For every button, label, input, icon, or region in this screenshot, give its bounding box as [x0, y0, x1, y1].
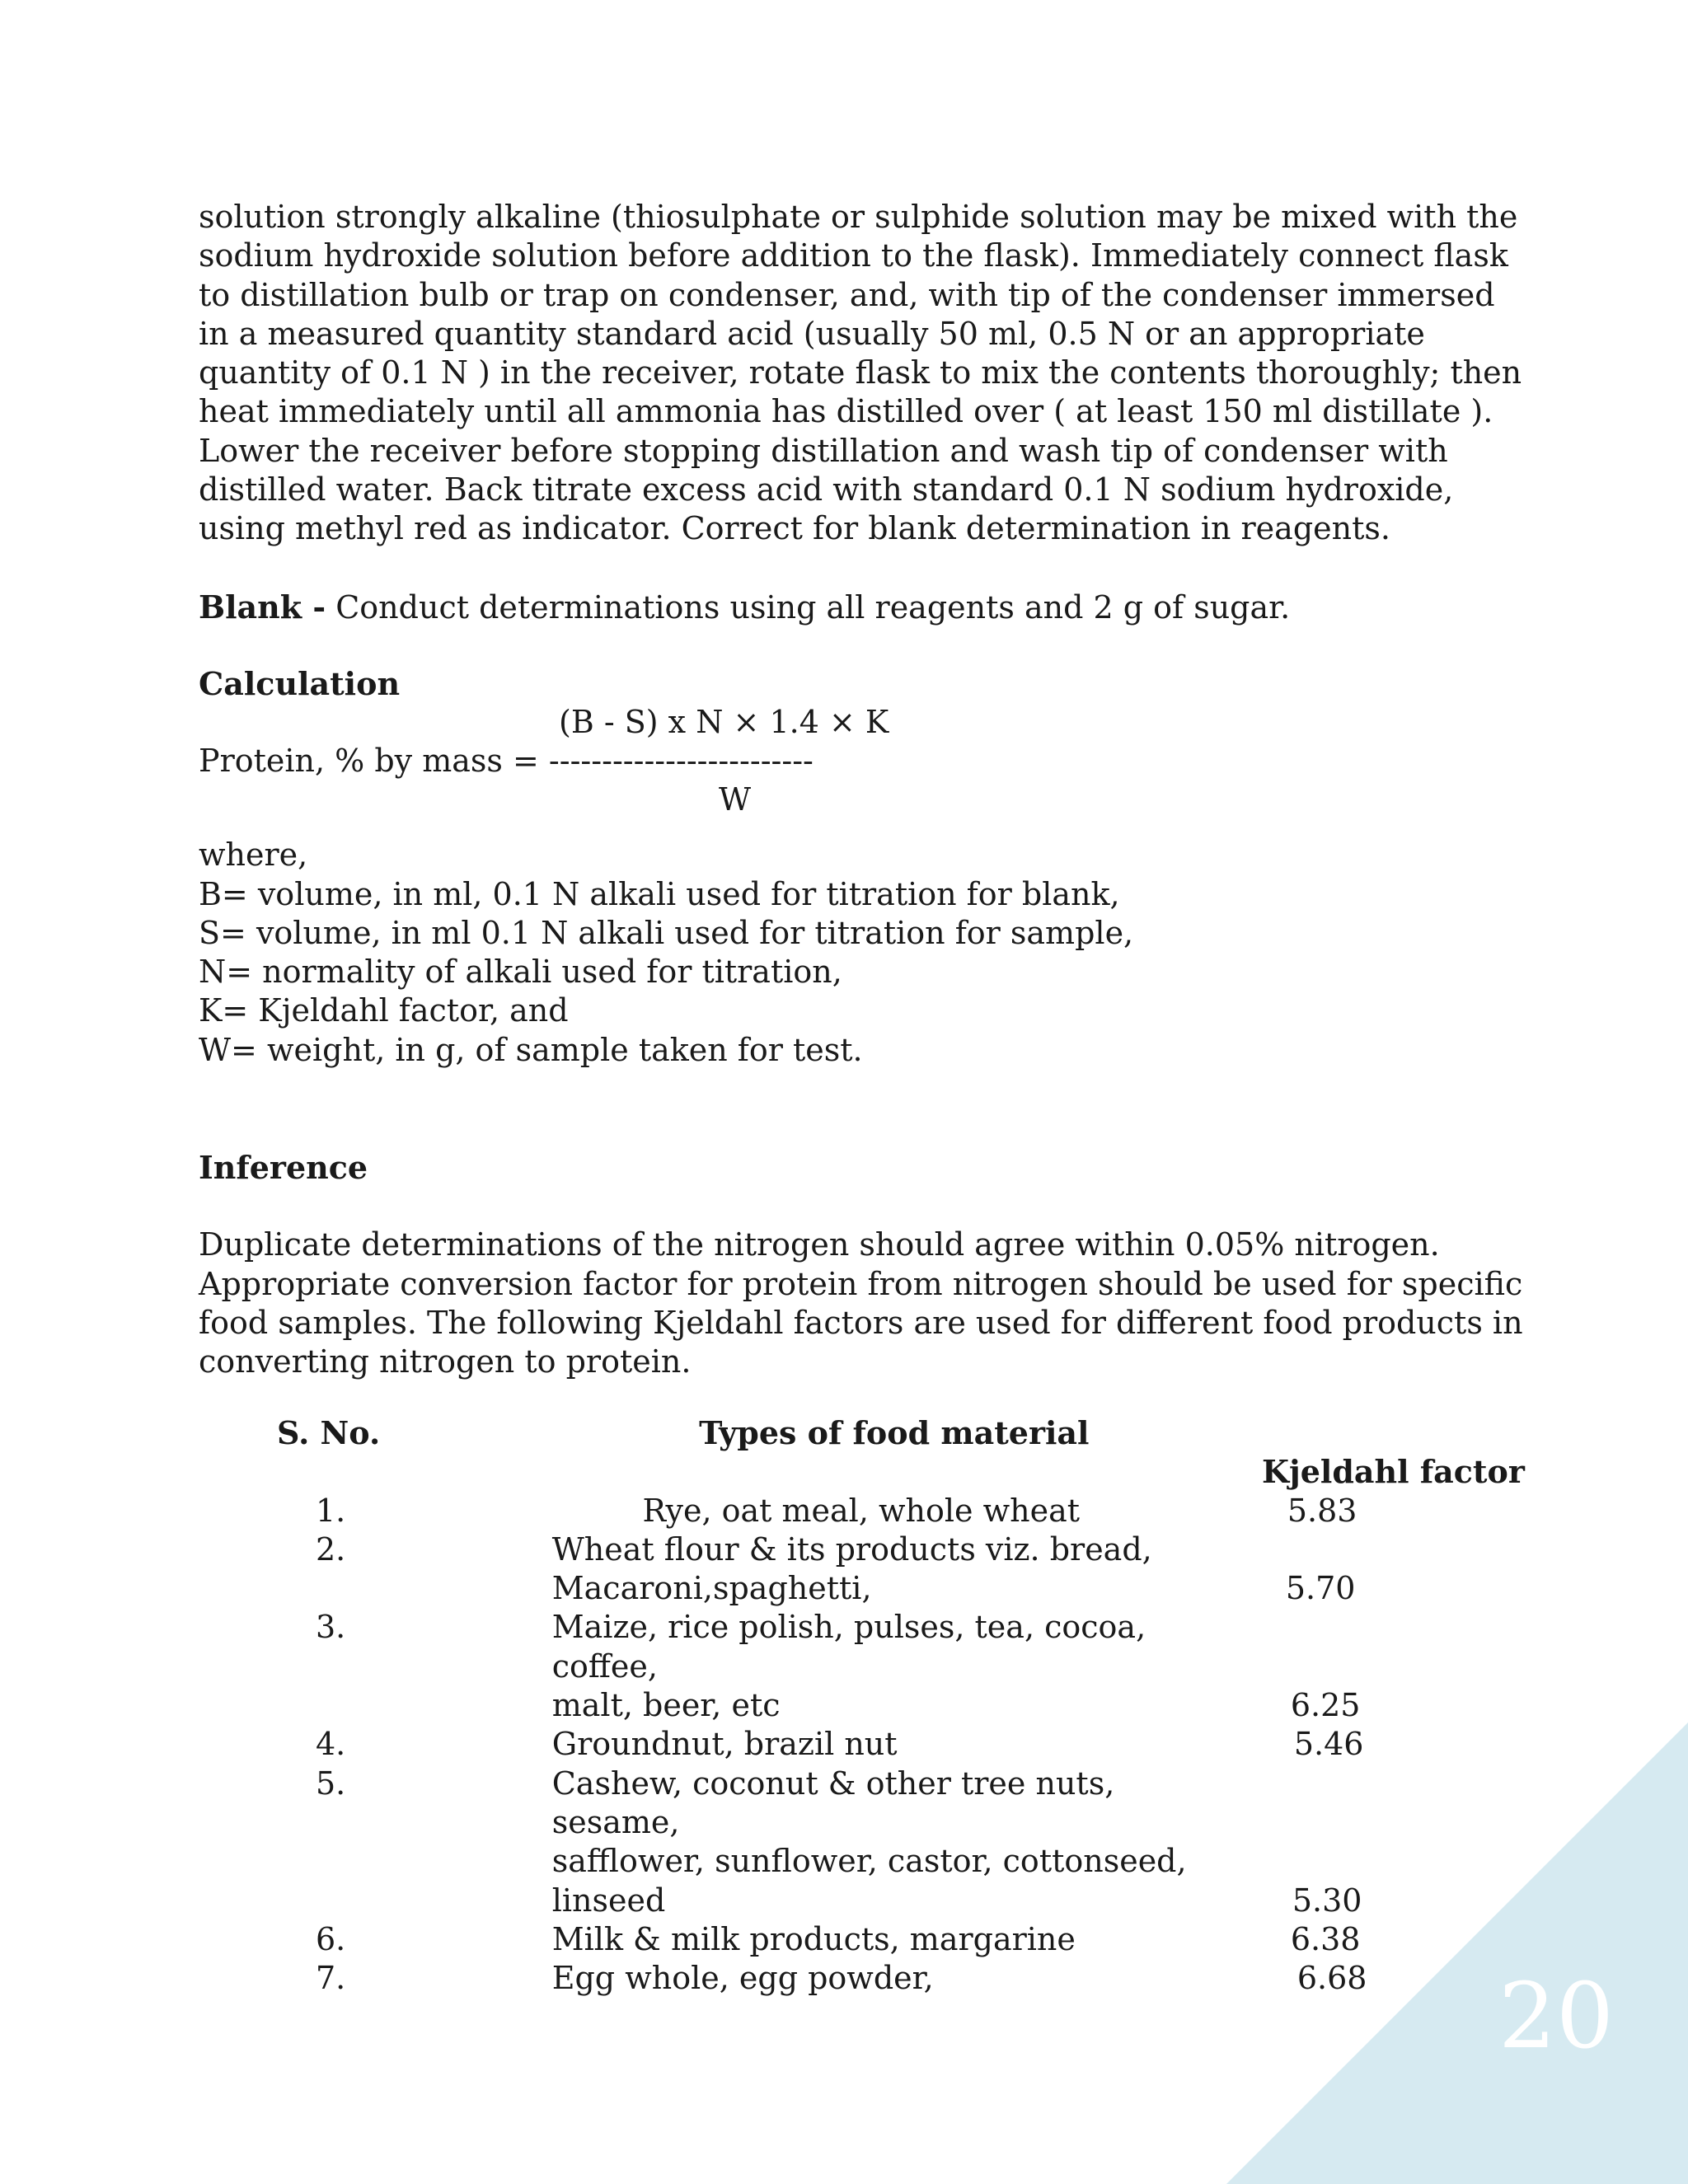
food-line: Wheat flour & its products viz. bread, [551, 1530, 1152, 1568]
row-factor: 5.83 [1287, 1492, 1357, 1529]
row-factor: 6.25 [1290, 1687, 1361, 1724]
procedure-line: distilled water. Back titrate excess acid with standard 0.1 N sodium hydroxide, [199, 471, 1454, 509]
inference-heading: Inference [199, 1149, 368, 1187]
row-food-type [552, 1959, 1236, 1998]
row-food-type [552, 1920, 1236, 1959]
food-line: malt, beer, etc [551, 1687, 781, 1724]
row-sno: 2. [316, 1530, 346, 1568]
table-row [199, 1608, 1550, 1725]
row-sno: 7. [316, 1960, 346, 1997]
calculation-heading: Calculation [199, 664, 401, 702]
blank-label: Blank - [199, 588, 326, 626]
corner-decoration [1226, 1722, 1688, 2184]
table-header-row [199, 1413, 1550, 1492]
row-factor: 5.30 [1292, 1882, 1362, 1919]
inference-paragraph [199, 1226, 1550, 1381]
header-food-type: Types of food material [699, 1413, 1090, 1451]
procedure-line: solution strongly alkaline (thiosulphate or sulphide solution may be mixed with the [199, 199, 1518, 235]
definition-item: K= Kjeldahl factor, and [199, 992, 569, 1029]
formula-lhs: Protein, % by mass = ------------------------- [199, 743, 814, 780]
food-line: safflower, sunflower, castor, cottonseed, linseed [551, 1843, 1187, 1919]
where-intro: where, [199, 837, 308, 874]
blank-paragraph [199, 588, 1550, 627]
inference-line: Appropriate conversion factor for protein from nitrogen should be used for specific [199, 1265, 1523, 1302]
procedure-line: to distillation bulb or trap on condenser, and, with tip of the condenser immersed [199, 276, 1495, 313]
table-row [199, 1530, 1550, 1609]
food-line: Rye, oat meal, whole wheat [642, 1492, 1080, 1529]
food-line: Egg whole, egg powder, [551, 1960, 934, 1997]
definition-item: S= volume, in ml 0.1 N alkali used for titration for sample, [199, 914, 1134, 951]
row-factor: 6.38 [1290, 1920, 1361, 1957]
table-row [199, 1492, 1550, 1530]
row-food-type [552, 1608, 1236, 1725]
blank-text: Conduct determinations using all reagents and 2 g of sugar. [326, 588, 1291, 626]
procedure-paragraph [199, 198, 1550, 549]
formula-denominator: W [719, 781, 752, 818]
definition-item: W= weight, in g, of sample taken for test. [199, 1031, 863, 1068]
food-line: Milk & milk products, margarine [551, 1920, 1076, 1957]
inference-line: food samples. The following Kjeldahl factors are used for different food products in [199, 1304, 1523, 1341]
variable-definitions [199, 836, 1550, 1070]
protein-formula [199, 703, 1550, 820]
row-sno: 5. [316, 1765, 346, 1802]
procedure-line: using methyl red as indicator. Correct for blank determination in reagents. [199, 510, 1390, 547]
row-sno: 6. [316, 1920, 346, 1957]
procedure-line: heat immediately until all ammonia has distilled over ( at least 150 ml distillate ). [199, 393, 1493, 430]
row-sno: 4. [316, 1726, 346, 1763]
food-line: Groundnut, brazil nut [551, 1726, 898, 1763]
food-line: Macaroni,spaghetti, [551, 1570, 872, 1607]
procedure-line: sodium hydroxide solution before addition to the flask). Immediately connect flask [199, 237, 1508, 274]
header-sno: S. No. [277, 1413, 381, 1451]
food-line: Maize, rice polish, pulses, tea, cocoa, coffee, [551, 1609, 1146, 1685]
inference-line: Duplicate determinations of the nitrogen should agree within 0.05% nitrogen. [199, 1226, 1440, 1263]
row-food-type [552, 1725, 1236, 1764]
procedure-line: in a measured quantity standard acid (usually 50 ml, 0.5 N or an appropriate [199, 315, 1425, 352]
procedure-line: Lower the receiver before stopping distillation and wash tip of condenser with [199, 432, 1448, 469]
row-factor: 5.70 [1285, 1570, 1356, 1607]
row-factor: 6.68 [1296, 1960, 1367, 1997]
definition-item: B= volume, in ml, 0.1 N alkali used for titration for blank, [199, 875, 1120, 912]
formula-numerator: (B - S) x N × 1.4 × K [559, 704, 889, 741]
procedure-line: quantity of 0.1 N ) in the receiver, rotate flask to mix the contents thoroughly; then [199, 354, 1522, 391]
row-food-type [552, 1765, 1236, 1920]
page-number: 20 [1498, 1963, 1614, 2069]
header-factor: Kjeldahl factor [1261, 1453, 1525, 1491]
definition-item: N= normality of alkali used for titration, [199, 954, 842, 991]
row-factor: 5.46 [1293, 1726, 1364, 1763]
food-line: Cashew, coconut & other tree nuts, sesame, [551, 1765, 1115, 1840]
inference-line: converting nitrogen to protein. [199, 1343, 692, 1380]
row-food-type [552, 1530, 1236, 1609]
row-sno: 3. [316, 1609, 346, 1646]
row-food-type [552, 1492, 1236, 1530]
row-sno: 1. [316, 1492, 346, 1529]
